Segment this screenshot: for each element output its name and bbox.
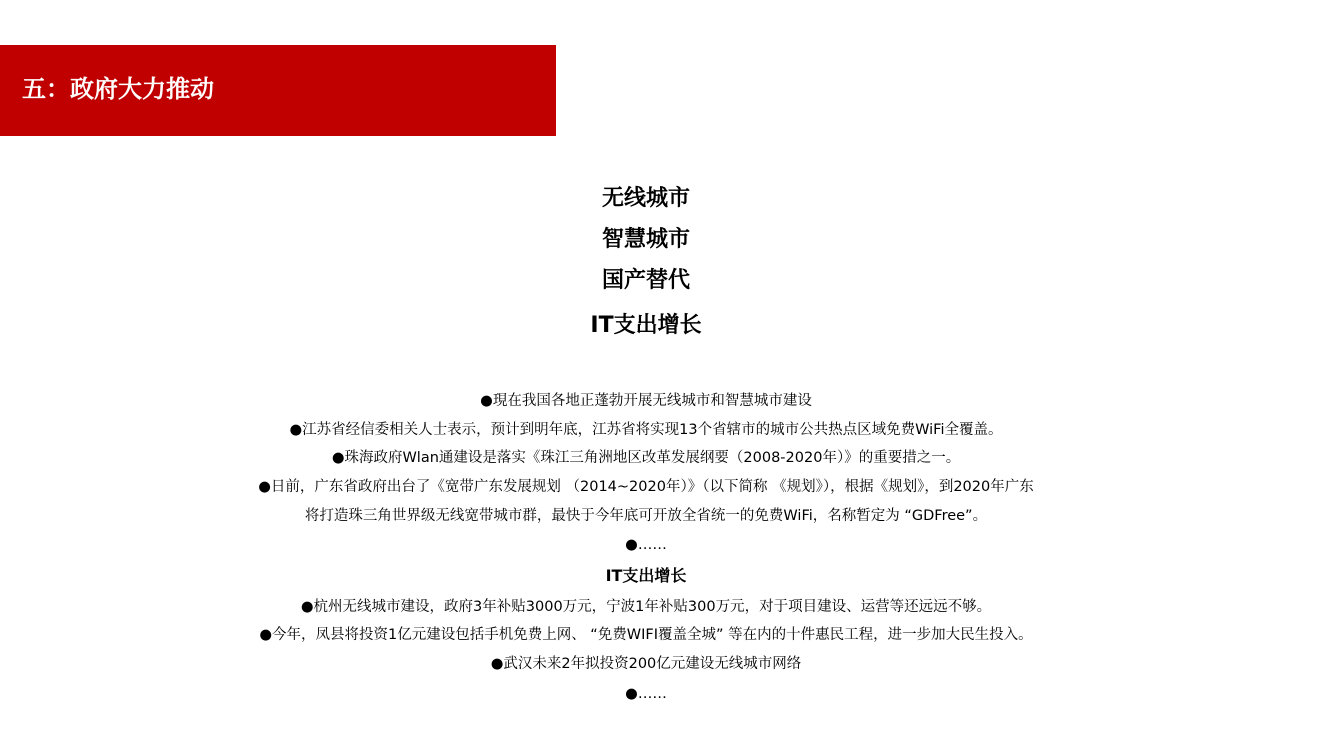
keyword-domestic-substitution: 国产替代 [601,268,690,293]
body-line: 将打造珠三角世界级无线宽带城市群，最快于今年底可开放全省统一的免费WiFi，名称暂定为 “GDFree”。 [304,508,988,524]
body-line: ●江苏省经信委相关人士表示，预计到明年底，江苏省将实现13个省辖市的城市公共热点区域免费WiFi全覆盖。 [289,422,1003,438]
body-line: ●珠海政府Wlan通建设是落实《珠江三角洲地区改革发展纲要（2008-2020年）》的重要措之一。 [331,450,961,466]
body-line: ●杭州无线城市建设，政府3年补贴3000万元，宁波1年补贴300万元，对于项目建设、运营等还远远不够。 [300,599,992,615]
body-line-ellipsis: ●…… [625,686,667,702]
keyword-it-spending-growth: IT支出增长 [590,313,702,338]
body-line: ●現在我国各地正蓬勃开展无线城市和智慧城市建设 [480,393,812,409]
keyword-smart-city: 智慧城市 [601,227,690,252]
body-line: ●今年，凤县将投资1亿元建设包括手机免费上网、 “免费WIFI覆盖全城” 等在内的十件惠民工程，进一步加大民生投入。 [259,627,1033,643]
section-subheading: IT支出增长 [605,566,687,585]
body-line: ●武汉未来2年拟投资200亿元建设无线城市网络 [490,656,802,672]
title-banner [0,45,556,136]
body-line-ellipsis: ●…… [625,537,667,553]
page-title: 五：政府大力推动 [22,74,214,103]
keyword-wireless-city: 无线城市 [601,186,690,211]
body-line: ●日前，广东省政府出台了《宽带广东发展规划 （2014~2020年）》（以下简称 《规划》），根据《规划》，到2020年广东 [258,479,1034,495]
